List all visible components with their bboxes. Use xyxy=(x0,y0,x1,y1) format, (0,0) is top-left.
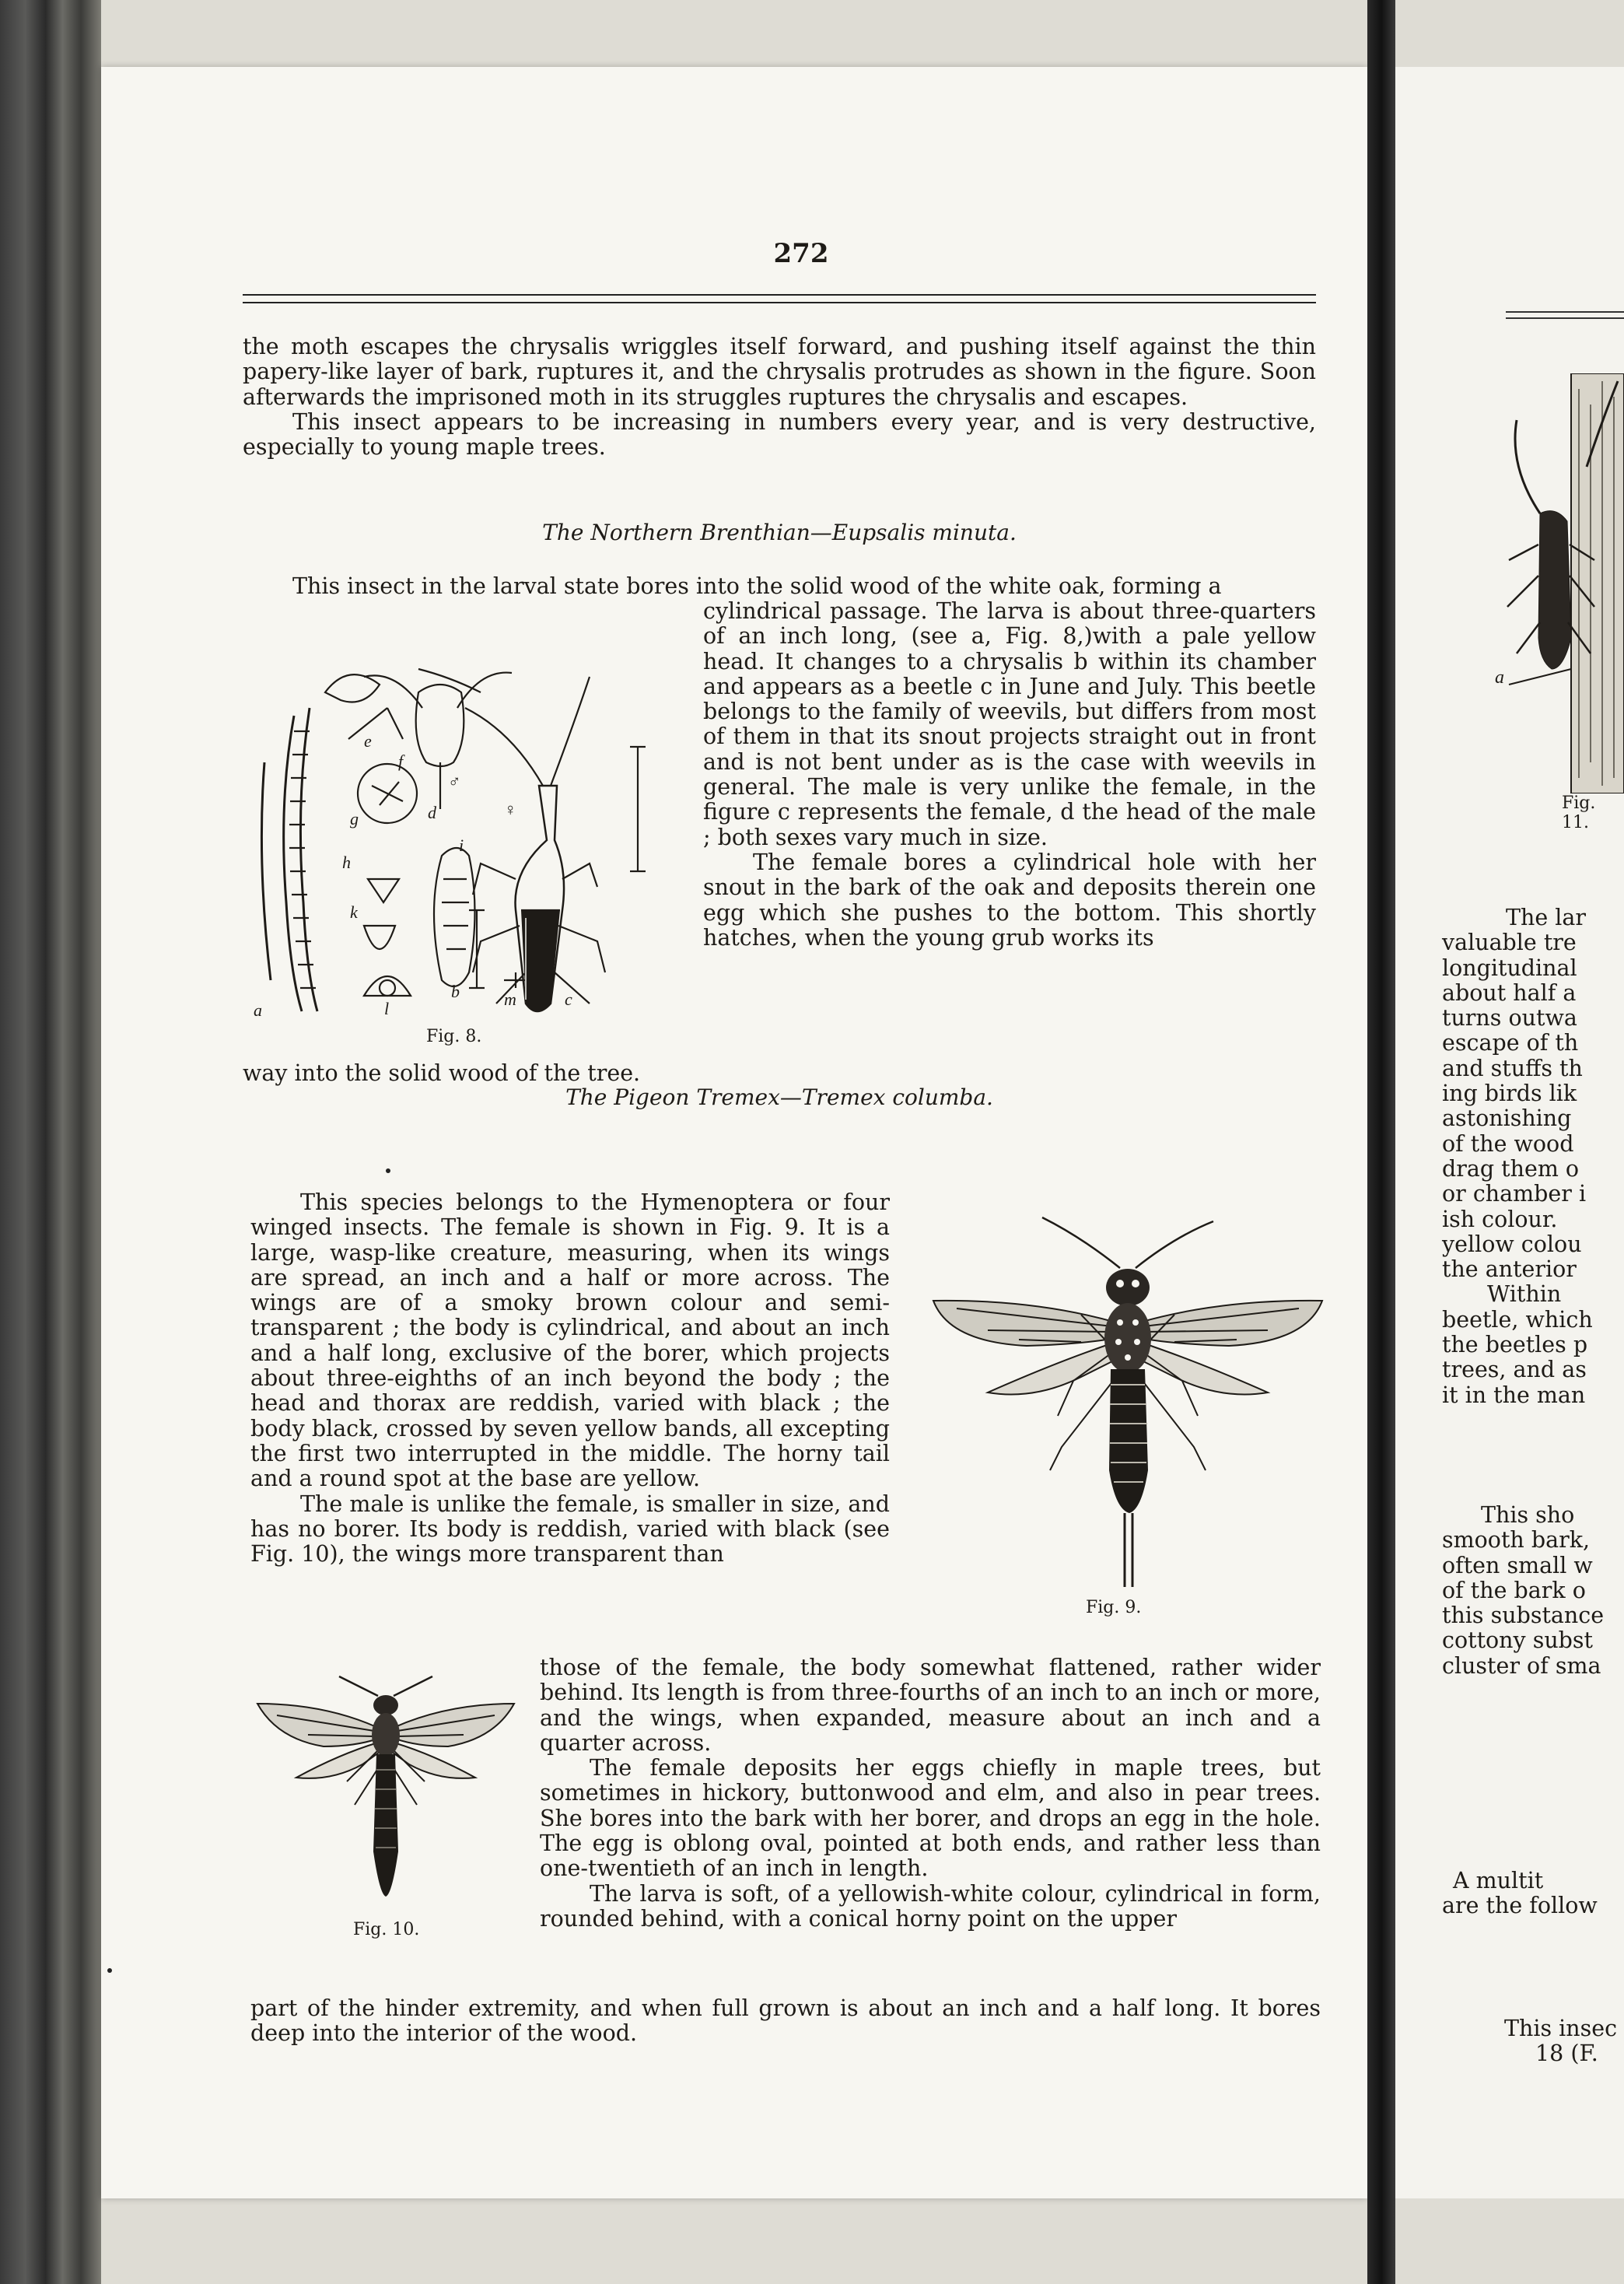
right-page-header-rule xyxy=(1506,311,1624,319)
right-line: are the follow xyxy=(1442,1893,1598,1919)
right-line: drag them o xyxy=(1442,1155,1580,1182)
right-line: cluster of sma xyxy=(1442,1652,1601,1679)
fig8-label-l: l xyxy=(384,999,390,1018)
right-page-text-block-c xyxy=(1442,1869,1598,1919)
right-line: cottony subst xyxy=(1442,1627,1594,1654)
fig8-label-e: e xyxy=(364,731,372,751)
figure-10-caption: Fig. 10. xyxy=(353,1920,420,1939)
right-page-text-block-b xyxy=(1442,1503,1604,1679)
brenthian-column xyxy=(703,599,1316,951)
intro-block xyxy=(243,335,1316,460)
figure-11-caption: Fig. 11. xyxy=(1562,793,1596,832)
right-line: beetle, which xyxy=(1442,1306,1593,1333)
figure-9-illustration xyxy=(926,1214,1330,1595)
right-line: ing birds lik xyxy=(1442,1081,1577,1107)
figure-9-caption: Fig. 9. xyxy=(1086,1598,1142,1617)
tremex-paragraph-2b: those of the female, the body somewhat flattened, rather wider behind. Its length is from three-fourths of an inch to an inch or more, and the wings, when expanded, measure about an inch and a quarter across. xyxy=(540,1655,1321,1756)
right-line: about half a xyxy=(1442,979,1577,1006)
intro-paragraph: the moth escapes the chrysalis wriggles itself forward, and pushing itself against the thin papery-like layer of bark, ruptures it, and the chrysalis protrudes as shown in the figure. Soon afterwards the imprisoned moth in its struggles ruptures the chrysalis and escapes. xyxy=(243,334,1316,410)
fig8-label-b: b xyxy=(451,982,460,1001)
section-heading-tremex: The Pigeon Tremex—Tremex columba. xyxy=(565,1084,993,1110)
fig8-label-f: f xyxy=(398,751,404,771)
right-line: This insec xyxy=(1504,2016,1618,2041)
brenthian-lead xyxy=(243,574,1316,599)
brenthian-tail xyxy=(243,1061,709,1086)
fig8-label-d: d xyxy=(428,803,436,822)
right-line: valuable tre xyxy=(1442,930,1577,956)
figure-10-illustration xyxy=(254,1673,518,1898)
right-line: A multit xyxy=(1453,1868,1544,1893)
tremex-tail xyxy=(250,1996,1321,2047)
fig8-label-i: i xyxy=(459,835,464,855)
figure-11-illustration xyxy=(1493,373,1624,793)
tremex-paragraph-3: The female deposits her eggs chiefly in maple trees, but sometimes in hickory, buttonwood and elm, and also in pear trees. She bores into the bark with her borer, and drops an egg in the hole. The egg is oblong oval, pointed at both ends, and rather less than one-twentieth of an inch in length. xyxy=(540,1755,1321,1882)
right-line: This sho xyxy=(1481,1502,1575,1528)
right-line: this substance xyxy=(1442,1603,1605,1629)
fig8-label-k: k xyxy=(350,902,358,922)
header-rule xyxy=(243,294,1316,303)
brenthian-column-paragraph-2: The female bores a cylindrical hole with her snout in the bark of the oak and deposits therein one egg which she pushes to the bottom. This shortly hatches, when the young grub works its xyxy=(703,849,1316,951)
fig8-label-h: h xyxy=(342,853,351,872)
brenthian-tail-line: way into the solid wood of the tree. xyxy=(243,1060,641,1086)
right-line: turns outwa xyxy=(1442,1005,1577,1032)
right-line: 18 (F. xyxy=(1535,2041,1598,2067)
tremex-paragraph-4: The larva is soft, of a yellowish-white colour, cylindrical in form, rounded behind, with a conical horny point on the upper xyxy=(540,1880,1321,1932)
section-heading-brenthian: The Northern Brenthian—Eupsalis minuta. xyxy=(542,520,1017,545)
fig8-label-female: ♀ xyxy=(504,800,517,819)
fig8-label-a: a xyxy=(254,1000,262,1020)
fig8-label-g: g xyxy=(350,809,359,828)
figure-8-caption: Fig. 8. xyxy=(426,1027,482,1046)
right-page-text-block-a xyxy=(1442,906,1593,1408)
right-line: trees, and as xyxy=(1442,1357,1587,1383)
right-line: escape of th xyxy=(1442,1030,1579,1056)
right-line: Within xyxy=(1487,1281,1562,1308)
right-line: ish colour. xyxy=(1442,1206,1558,1232)
right-line: the anterior xyxy=(1442,1256,1577,1283)
right-line: smooth bark, xyxy=(1442,1527,1591,1554)
intro-paragraph-2: This insect appears to be increasing in numbers every year, and is very destructive, especially to young maple trees. xyxy=(243,408,1316,461)
tremex-paragraph-4-tail: part of the hinder extremity, and when full grown is about an inch and a half long. It bores deep into the interior of the wood. xyxy=(250,1995,1321,2047)
brenthian-column-paragraph: cylindrical passage. The larva is about three-quarters of an inch long, (see a, Fig. 8,)with a pale yellow head. It changes to a chrysalis b within its chamber and appears as a beetle c in June and July. This beetle belongs to the family of weevils, but differs from most of them in that its snout projects straight out in front and is not bent under as is the case with weevils in general. The male is very unlike the female, in the figure c represents the female, d the head of the male ; both sexes vary much in size. xyxy=(703,598,1316,850)
ink-speck xyxy=(107,1968,112,1973)
right-line: The lar xyxy=(1506,905,1587,930)
brenthian-lead-line: This insect in the larval state bores into the solid wood of the white oak, forming a xyxy=(292,573,1222,599)
fig8-label-m: m xyxy=(504,990,516,1009)
ink-speck xyxy=(386,1168,390,1173)
page-number: 272 xyxy=(773,238,829,269)
book-binding xyxy=(0,0,101,2284)
right-line: it in the man xyxy=(1442,1382,1586,1408)
tremex-column xyxy=(250,1190,890,1567)
fig8-label-c: c xyxy=(565,990,572,1009)
right-line: of the wood xyxy=(1442,1130,1574,1157)
right-line: astonishing xyxy=(1442,1105,1572,1132)
fig11-label-a: a xyxy=(1495,667,1504,688)
page-gutter xyxy=(1367,0,1395,2284)
tremex-right-column xyxy=(540,1655,1321,1932)
right-line: or chamber i xyxy=(1442,1181,1587,1207)
tremex-paragraph-2a: The male is unlike the female, is smaller in size, and has no borer. Its body is reddish, varied with black (see Fig. 10), the wings more transparent than xyxy=(250,1491,890,1568)
right-line: yellow colou xyxy=(1442,1231,1582,1257)
right-line: often small w xyxy=(1442,1552,1593,1578)
figure-8-illustration xyxy=(247,646,691,1027)
fig8-label-male: ♂ xyxy=(448,772,461,791)
right-line: the beetles p xyxy=(1442,1332,1588,1358)
right-page-text-block-d xyxy=(1442,2016,1617,2067)
right-line: of the bark o xyxy=(1442,1577,1586,1603)
right-line: longitudinal xyxy=(1442,955,1577,981)
tremex-paragraph-1: This species belongs to the Hymenoptera or four winged insects. The female is shown in Fig. 9. It is a large, wasp-like creature, measuring, when its wings are spread, an inch and a half or more across. The wings are of a smoky brown colour and semi-transparent ; the body is cylindrical, and about an inch and a half long, exclusive of the borer, which projects about three-eighths of an inch beyond the body ; the head and thorax are reddish, varied with black ; the body black, crossed by seven yellow bands, all excepting the first two interrupted in the middle. The horny tail and a round spot at the base are yellow. xyxy=(250,1189,890,1492)
right-line: and stuffs th xyxy=(1442,1055,1583,1081)
